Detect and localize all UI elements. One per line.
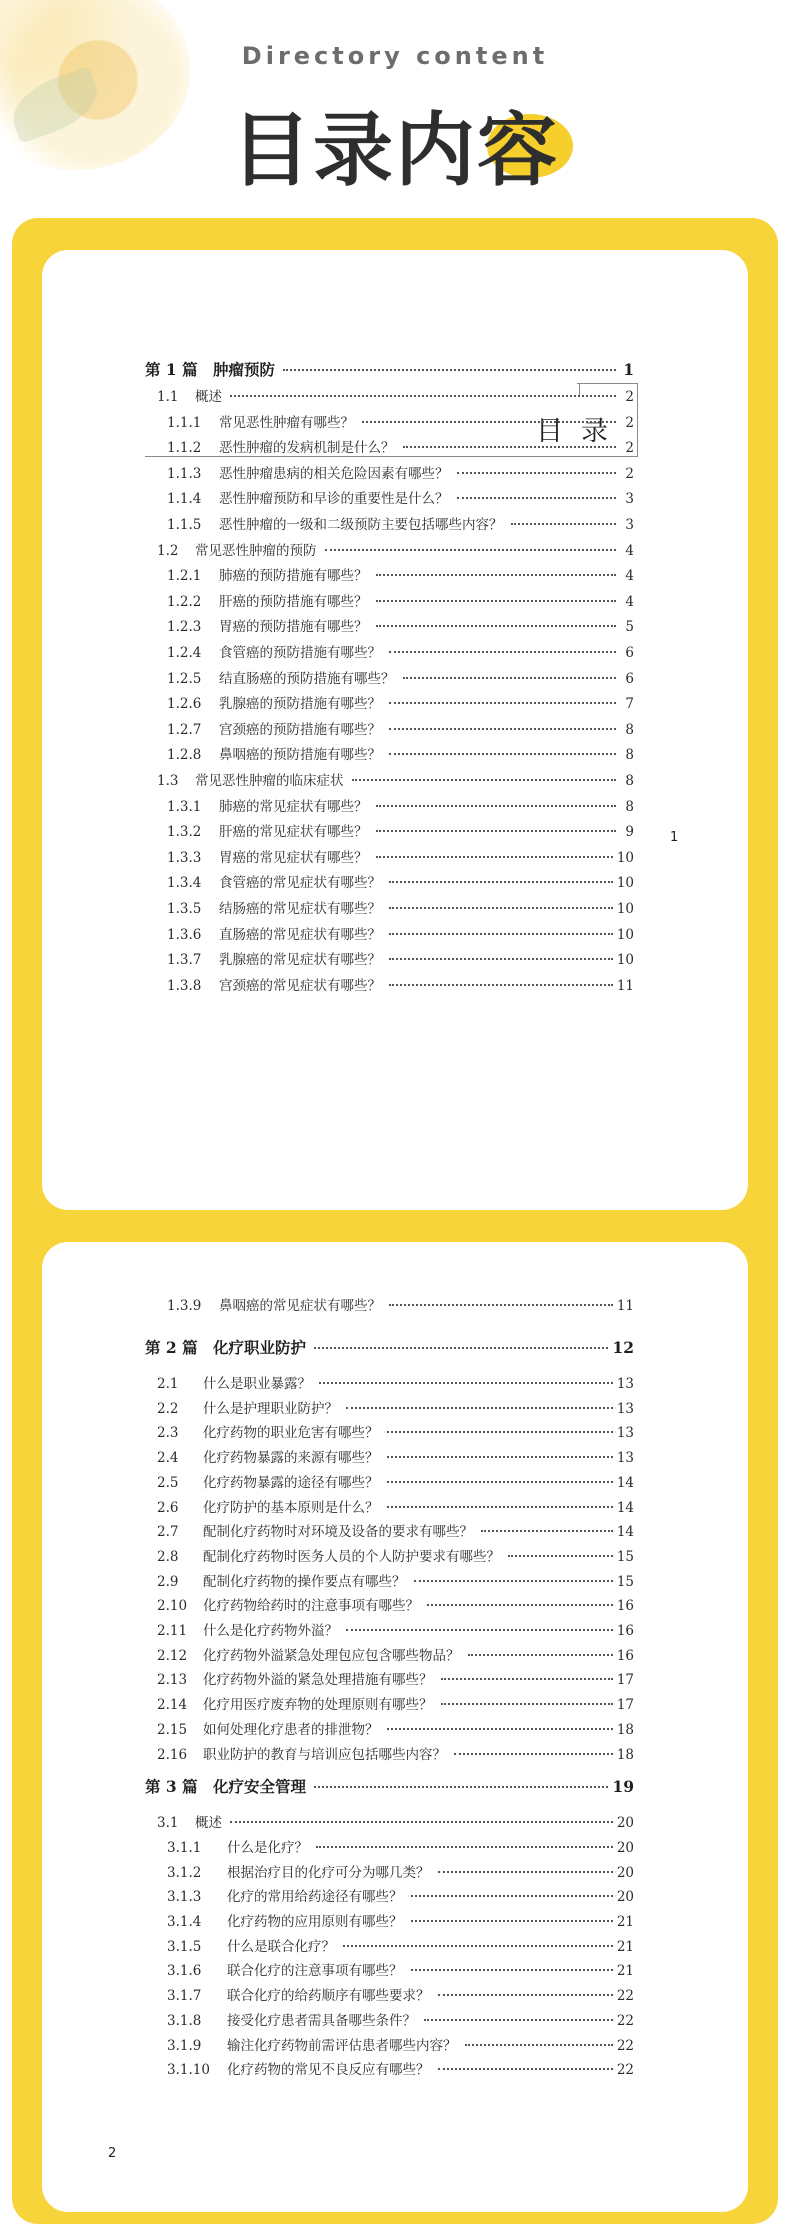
entry-page-number: 15 [616,1573,634,1590]
toc-entry [167,871,634,891]
leader-dots [403,445,617,448]
toc-entry [157,1811,634,1831]
entry-number: 1.3.7 [167,952,202,969]
entry-page-number: 22 [616,2012,634,2029]
entry-title: 化疗防护的基本原则是什么？ [203,1499,379,1516]
leader-dots [362,420,616,423]
toc-entry [167,1885,634,1905]
entry-title: 食管癌的常见症状有哪些？ [219,875,381,892]
entry-title: 化疗药物的职业危害有哪些？ [203,1425,379,1442]
entry-number: 2.8 [157,1548,179,1565]
entry-page-number: 13 [616,1376,634,1392]
leader-dots [454,1752,613,1755]
entry-number: 3.1.10 [167,2062,210,2079]
entry-number: 1.1.4 [167,491,202,508]
toc-entry [157,1594,634,1614]
entry-page-number: 4 [625,568,634,585]
toc-entry [167,718,634,738]
toc-entry [167,1984,634,2004]
toc-entry [157,385,634,405]
leader-dots [352,778,617,781]
entry-title: 什么是化疗？ [227,1839,308,1856]
entry-title: 化疗药物给药时的注意事项有哪些？ [203,1598,419,1615]
toc-entry [167,897,634,917]
entry-number: 1.1 [157,389,179,405]
entry-page-number: 2 [625,414,634,431]
entry-title: 化疗用医疗废弃物的处理原则有哪些？ [203,1697,433,1714]
leader-dots [424,2018,613,2021]
entry-title: 配制化疗药物时对环境及设备的要求有哪些？ [203,1524,473,1541]
entry-page-number: 4 [625,593,634,610]
leader-dots [389,1303,613,1306]
leader-dots [389,983,613,986]
entry-number: 2.10 [157,1598,188,1615]
entry-number: 1.2 [157,542,179,559]
entry-title: 化疗药物外溢的紧急处理措施有哪些？ [203,1672,433,1689]
toc-entry [167,667,634,687]
leader-dots [387,1505,613,1508]
leader-dots [411,1968,613,1971]
entry-title: 化疗药物暴露的来源有哪些？ [203,1450,379,1467]
entry-title: 概述 [195,389,222,405]
entry-title: 化疗的常用给药途径有哪些？ [227,1889,403,1906]
entry-number: 2.6 [157,1499,179,1516]
toc-entry [167,411,634,431]
toc-entry [167,462,634,482]
toc-entry [167,948,634,968]
leader-dots [465,2043,613,2046]
leader-dots [511,522,617,525]
leader-dots [319,1381,613,1384]
entry-number: 1.2.6 [167,696,202,713]
entry-title: 配制化疗药物的操作要点有哪些？ [203,1573,406,1590]
entry-page-number: 18 [616,1721,634,1738]
toc-entry [157,769,634,789]
toc-entry [157,1520,634,1540]
leader-dots [457,496,617,499]
entry-page-number: 8 [625,721,634,738]
entry-page-number: 4 [625,542,634,559]
entry-number: 2.14 [157,1697,188,1714]
entry-page-number: 13 [616,1450,634,1467]
entry-title: 化疗职业防护 [213,1338,307,1357]
toc-entry [157,1545,634,1565]
leader-dots [230,1820,613,1823]
entry-page-number: 18 [616,1746,634,1763]
entry-title: 如何处理化疗患者的排泄物？ [203,1721,379,1738]
entry-number: 1.1.5 [167,517,202,533]
entry-page-number: 22 [616,2062,634,2079]
entry-page-number: 8 [625,747,634,764]
leader-dots [387,1727,613,1730]
entry-page-number: 5 [625,619,634,636]
toc-entry [167,1861,634,1881]
toc-entry [157,1421,634,1441]
entry-page-number: 11 [616,1298,634,1314]
toc-entry [157,1446,634,1466]
toc-entry [167,436,634,456]
leader-dots [389,650,616,653]
entry-number: 3.1.3 [167,1889,202,1906]
toc-entry [167,2009,634,2029]
entry-title: 胃癌的预防措施有哪些？ [219,619,368,636]
toc-entry [157,539,634,559]
entry-page-number: 3 [625,491,634,508]
entry-page-number: 1 [623,360,634,379]
entry-page-number: 2 [625,465,634,482]
entry-page-number: 2 [625,389,634,405]
entry-page-number: 8 [625,773,634,789]
entry-page-number: 20 [616,1839,634,1856]
entry-title: 肿瘤预防 [213,360,276,379]
entry-page-number: 15 [616,1548,634,1565]
entry-title: 接受化疗患者需具备哪些条件？ [227,2012,416,2029]
toc-entry [157,1743,634,1763]
entry-number: 第 3 篇 [145,1777,198,1797]
entry-title: 什么是化疗药物外溢？ [203,1623,338,1639]
entry-number: 第 2 篇 [145,1338,198,1357]
toc-entry [167,1935,634,1955]
toc-entry [157,1372,634,1392]
entry-number: 1.2.7 [167,721,202,738]
entry-title: 常见恶性肿瘤的临床症状 [195,773,344,789]
entry-number: 1.2.4 [167,645,202,661]
toc-entry [167,1294,634,1314]
entry-title: 宫颈癌的预防措施有哪些？ [219,721,381,738]
header-subtitle: Directory content [241,42,549,70]
entry-number: 1.3.2 [167,824,202,841]
leader-dots [389,932,613,935]
toc-entry [167,641,634,661]
entry-number: 1.3 [157,773,179,789]
entry-title: 恶性肿瘤的一级和二级预防主要包括哪些内容？ [219,517,503,533]
leader-dots [387,1455,613,1458]
entry-page-number: 3 [625,517,634,533]
entry-page-number: 10 [616,875,634,892]
entry-page-number: 14 [616,1474,634,1491]
entry-number: 1.3.9 [167,1298,202,1314]
toc-entry [167,564,634,584]
entry-number: 3.1.2 [167,1864,202,1881]
entry-page-number: 11 [616,977,634,994]
leader-dots [230,394,616,397]
entry-number: 3.1 [157,1815,179,1832]
leader-dots [481,1529,613,1532]
entry-page-number: 22 [616,2037,634,2054]
entry-number: 2.15 [157,1721,188,1738]
leader-dots [411,1894,613,1897]
entry-title: 化疗药物外溢紧急处理包应包含哪些物品？ [203,1647,460,1664]
leader-dots [427,1603,613,1606]
toc-part-entry [145,1775,634,1797]
toc-entry [167,743,634,763]
leader-dots [325,548,617,551]
toc-entry [167,615,634,635]
entry-page-number: 10 [616,849,634,866]
toc-entry [167,820,634,840]
entry-page-number: 13 [616,1425,634,1442]
leader-dots [389,752,616,755]
leader-dots [314,1785,608,1788]
entry-number: 1.2.5 [167,670,202,687]
leader-dots [389,957,613,960]
leader-dots [346,1406,613,1409]
entry-title: 肺癌的预防措施有哪些？ [219,568,368,585]
toc-entry [167,487,634,507]
entry-number: 1.2.1 [167,568,202,585]
entry-number: 3.1.7 [167,1988,202,2005]
leader-dots [387,1430,613,1433]
entry-page-number: 6 [625,645,634,661]
toc-entry [167,1910,634,1930]
entry-page-number: 21 [616,1914,634,1930]
toc-entry [167,692,634,712]
entry-page-number: 10 [616,952,634,969]
entry-number: 1.1.3 [167,465,202,482]
entry-title: 乳腺癌的常见症状有哪些？ [219,952,381,969]
entry-title: 恶性肿瘤的发病机制是什么？ [219,440,395,457]
toc-part-entry [145,1336,634,1358]
entry-title: 化疗药物的常见不良反应有哪些？ [227,2062,430,2079]
entry-title: 联合化疗的注意事项有哪些？ [227,1963,403,1980]
entry-page-number: 10 [616,901,634,917]
page-number: 2 [108,2146,117,2161]
entry-title: 结直肠癌的预防措施有哪些？ [219,670,395,687]
leader-dots [389,701,616,704]
leader-dots [376,624,617,627]
leader-dots [389,727,616,730]
entry-number: 3.1.1 [167,1839,202,1856]
header-title: 目录内容 [231,104,559,197]
entry-page-number: 8 [625,798,634,815]
toc-entry [157,1718,634,1738]
entry-title: 根据治疗目的化疗可分为哪几类？ [227,1864,430,1881]
leader-dots [376,829,617,832]
leader-dots [387,1480,613,1483]
entry-title: 化疗药物暴露的途径有哪些？ [203,1474,379,1491]
entry-number: 1.3.1 [167,798,202,815]
entry-number: 1.3.5 [167,901,202,917]
entry-title: 输注化疗药物前需评估患者哪些内容？ [227,2037,457,2054]
entry-title: 宫颈癌的常见症状有哪些？ [219,977,381,994]
page-header [0,0,790,200]
toc-entry [167,2058,634,2078]
toc-entry [157,1668,634,1688]
toc-entry [167,923,634,943]
toc-entry [167,974,634,994]
leader-dots [376,804,617,807]
entry-page-number: 16 [616,1623,634,1639]
entry-title: 肝癌的预防措施有哪些？ [219,593,368,610]
entry-number: 3.1.9 [167,2037,202,2054]
leader-dots [508,1554,613,1557]
entry-number: 1.2.8 [167,747,202,764]
leader-dots [411,1919,613,1922]
entry-number: 3.1.6 [167,1963,202,1980]
entry-number: 3.1.8 [167,2012,202,2029]
toc-entry [157,1496,634,1516]
entry-page-number: 2 [625,440,634,457]
entry-title: 胃癌的常见症状有哪些？ [219,849,368,866]
entry-number: 2.5 [157,1474,179,1491]
entry-page-number: 7 [625,696,634,713]
entry-title: 肺癌的常见症状有哪些？ [219,798,368,815]
entry-page-number: 14 [616,1524,634,1541]
entry-number: 2.1 [157,1376,179,1392]
entry-page-number: 9 [625,824,634,841]
toc-entry [157,1619,634,1639]
leader-dots [316,1845,613,1848]
entry-page-number: 20 [616,1864,634,1881]
entry-page-number: 16 [616,1647,634,1664]
entry-title: 什么是联合化疗？ [227,1938,335,1955]
entry-title: 什么是职业暴露？ [203,1376,311,1392]
leader-dots [468,1653,613,1656]
entry-page-number: 19 [612,1777,634,1797]
entry-title: 食管癌的预防措施有哪些？ [219,645,381,661]
entry-page-number: 16 [616,1598,634,1615]
entry-title: 化疗药物的应用原则有哪些？ [227,1914,403,1930]
toc-entry [157,1471,634,1491]
entry-number: 1.3.8 [167,977,202,994]
leader-dots [414,1579,613,1582]
leader-dots [346,1628,613,1631]
entry-number: 2.3 [157,1425,179,1442]
entry-number: 2.9 [157,1573,179,1590]
entry-number: 3.1.5 [167,1938,202,1955]
toc-entry [167,1836,634,1856]
entry-number: 2.13 [157,1672,188,1689]
entry-number: 3.1.4 [167,1914,202,1930]
leader-dots [389,906,613,909]
entry-page-number: 20 [616,1815,634,1832]
entry-title: 什么是护理职业防护？ [203,1400,338,1417]
entry-number: 1.2.2 [167,593,202,610]
entry-page-number: 12 [612,1338,634,1357]
entry-title: 直肠癌的常见症状有哪些？ [219,926,381,943]
entry-page-number: 10 [616,926,634,943]
entry-number: 1.3.3 [167,849,202,866]
entry-title: 鼻咽癌的常见症状有哪些？ [219,1298,381,1314]
entry-page-number: 20 [616,1889,634,1906]
entry-title: 化疗安全管理 [213,1777,307,1797]
entry-number: 2.2 [157,1400,179,1417]
entry-number: 1.1.1 [167,414,202,431]
page-number: 1 [670,830,679,845]
entry-title: 肝癌的常见症状有哪些？ [219,824,368,841]
toc-entry [167,795,634,815]
leader-dots [438,1870,613,1873]
entry-number: 1.2.3 [167,619,202,636]
toc-entry [157,1644,634,1664]
entry-title: 常见恶性肿瘤有哪些？ [219,414,354,431]
toc-heading: 目录 [536,416,626,447]
leader-dots [283,368,616,371]
leader-dots [376,573,617,576]
toc-entry [167,2034,634,2054]
entry-title: 配制化疗药物时医务人员的个人防护要求有哪些？ [203,1548,500,1565]
leader-dots [438,2067,613,2070]
entry-page-number: 6 [625,670,634,687]
entry-title: 常见恶性肿瘤的预防 [195,542,317,559]
leader-dots [314,1346,608,1349]
toc-entry [167,846,634,866]
toc-entry [157,1693,634,1713]
leader-dots [389,880,613,883]
leader-dots [457,471,617,474]
toc-entry [167,1959,634,1979]
entry-number: 1.3.6 [167,926,202,943]
toc-entry [167,513,634,533]
entry-page-number: 22 [616,1988,634,2005]
entry-page-number: 17 [616,1672,634,1689]
toc-entry [167,590,634,610]
entry-page-number: 21 [616,1963,634,1980]
toc-page-2 [42,1242,748,2212]
leader-dots [441,1677,613,1680]
entry-page-number: 21 [616,1938,634,1955]
entry-title: 结肠癌的常见症状有哪些？ [219,901,381,917]
entry-page-number: 13 [616,1400,634,1417]
toc-entry [157,1397,634,1417]
toc-part-entry [145,358,634,380]
leader-dots [376,855,613,858]
toc-page-1 [42,250,748,1210]
entry-number: 2.7 [157,1524,179,1541]
entry-title: 恶性肿瘤患病的相关危险因素有哪些？ [219,465,449,482]
entry-page-number: 14 [616,1499,634,1516]
entry-title: 职业防护的教育与培训应包括哪些内容？ [203,1746,446,1763]
leader-dots [376,599,617,602]
entry-title: 恶性肿瘤预防和早诊的重要性是什么？ [219,491,449,508]
entry-number: 第 1 篇 [145,360,198,379]
entry-title: 乳腺癌的预防措施有哪些？ [219,696,381,713]
entry-number: 2.12 [157,1647,188,1664]
entry-title: 概述 [195,1815,222,1832]
leader-dots [438,1993,613,1996]
entry-number: 2.11 [157,1623,188,1639]
entry-title: 鼻咽癌的预防措施有哪些？ [219,747,381,764]
entry-number: 1.3.4 [167,875,202,892]
entry-number: 2.16 [157,1746,188,1763]
entry-title: 联合化疗的给药顺序有哪些要求？ [227,1988,430,2005]
leader-dots [403,676,617,679]
entry-number: 1.1.2 [167,440,202,457]
leader-dots [343,1944,613,1947]
toc-entry [157,1570,634,1590]
entry-page-number: 17 [616,1697,634,1714]
leader-dots [441,1702,613,1705]
entry-number: 2.4 [157,1450,179,1467]
